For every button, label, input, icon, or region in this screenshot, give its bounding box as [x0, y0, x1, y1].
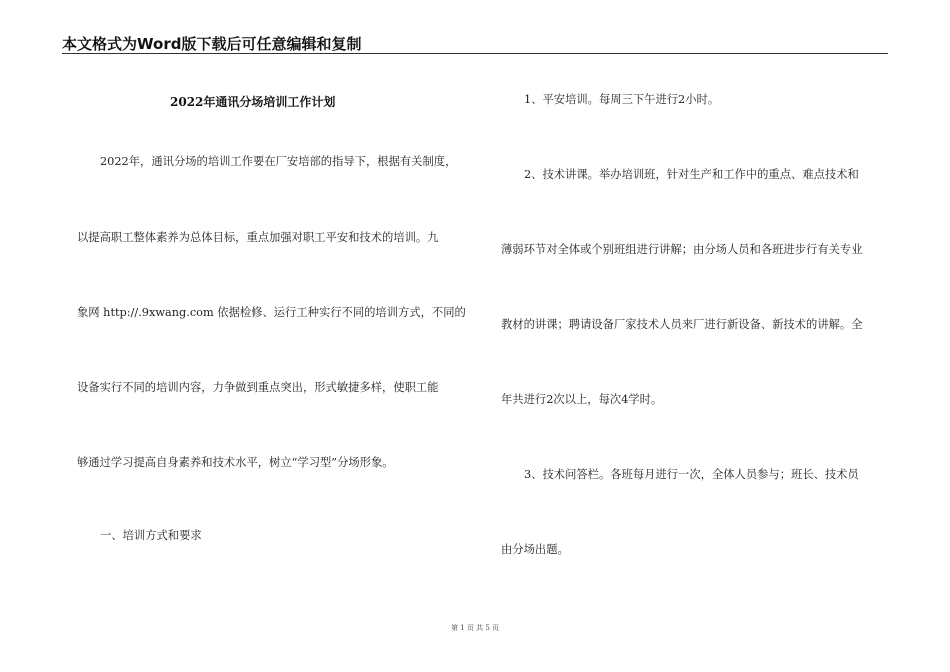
section-heading: 一、培训方式和要求	[100, 529, 202, 542]
paragraph-line: 薄弱环节对全体或个别班组进行讲解；由分场人员和各班进步行有关专业	[501, 243, 863, 256]
banner-divider	[62, 53, 888, 54]
page-number: 第 1 页 共 5 页	[450, 624, 500, 632]
top-banner: 本文格式为Word版下载后可任意编辑和复制	[62, 35, 362, 53]
document-title: 2022年通讯分场培训工作计划	[170, 95, 336, 109]
paragraph-line: 象网 http://.9xwang.com 依据检修、运行工种实行不同的培训方式，不同的	[77, 306, 466, 319]
paragraph-line: 3、技术问答栏。各班每月进行一次，全体人员参与；班长、技术员	[524, 468, 859, 481]
paragraph-line: 2、技术讲课。举办培训班，针对生产和工作中的重点、难点技术和	[524, 168, 859, 181]
paragraph-line: 设备实行不同的培训内容，力争做到重点突出，形式敏捷多样，使职工能	[77, 381, 439, 394]
paragraph-line: 2022年，通讯分场的培训工作要在厂安培部的指导下，根据有关制度，	[100, 155, 457, 168]
paragraph-line: 教材的讲课；聘请设备厂家技术人员来厂进行新设备、新技术的讲解。全	[501, 318, 863, 331]
paragraph-line: 年共进行2次以上，每次4学时。	[501, 393, 663, 406]
paragraph-line: 1、平安培训。每周三下午进行2小时。	[524, 93, 720, 106]
paragraph-line: 够通过学习提高自身素养和技术水平，树立“学习型”分场形象。	[77, 456, 394, 469]
paragraph-line: 由分场出题。	[501, 543, 569, 556]
paragraph-line: 以提高职工整体素养为总体目标，重点加强对职工平安和技术的培训。九	[77, 231, 439, 244]
